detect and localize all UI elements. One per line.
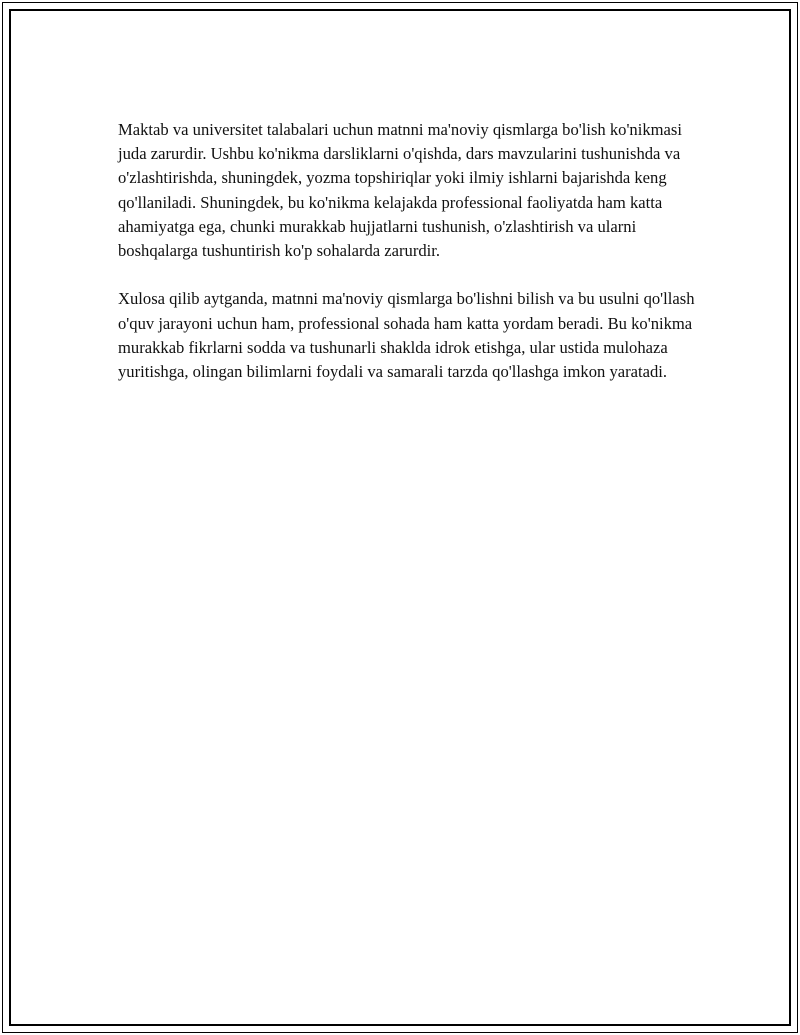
paragraph-1: Maktab va universitet talabalari uchun matnni ma'noviy qismlarga bo'lish ko'nikmasi juda zarurdir. Ushbu ko'nikma darsliklarni o'qishda, dars mavzularini tushunishda va o'zlashtirishda, shuningdek, yozma topshiriqlar yoki ilmiy ishlarni bajarishda keng qo'llaniladi. Shuningdek, bu ko'nikma kelajakda professional faoliyatda ham katta ahamiyatga ega, chunki murakkab hujjatlarni tushunish, o'zlashtirish va ularni boshqalarga tushuntirish ko'p sohalarda zarurdir. [118,120,682,261]
paragraph-2: Xulosa qilib aytganda, matnni ma'noviy qismlarga bo'lishni bilish va bu usulni qo'llash o'quv jarayoni uchun ham, professional sohada ham katta yordam beradi. Bu ko'nikma murakkab fikrlarni sodda va tushunarli shaklda idrok etishga, ular ustida mulohaza yuritishga, olingan bilimlarni foydali va samarali tarzda qo'llashga imkon yaratadi. [118,289,695,382]
document-body [118,118,698,384]
